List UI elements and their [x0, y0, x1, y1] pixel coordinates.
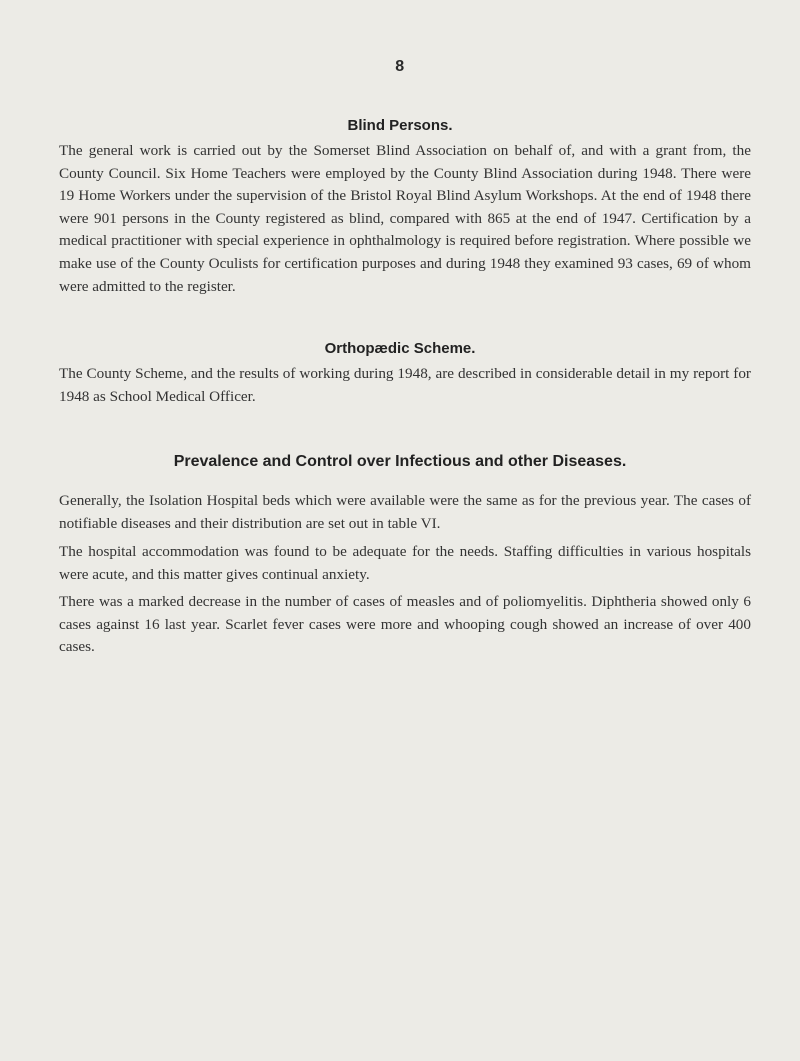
isolation-hospital-paragraph: Generally, the Isolation Hospital beds which were available were the same as for the previous year. The cases of notifiable diseases and their distribution are set out in table VI. [59, 492, 751, 532]
page-number: 8 [395, 58, 405, 75]
blind-persons-paragraph: The general work is carried out by the Somerset Blind Association on behalf of, and with a grant from, the County Council. Six Home Teachers were employed by the County Blind Association during 1948. There were 19 Home Workers under the supervision of the Bristol Royal Blind Asylum Workshops. At the end of 1948 there were 901 persons in the County registered as blind, compared with 865 at the end of 1947. Certification by a medical practitioner with special experience in ophthalmology is required before registration. Where possible we make use of the County Oculists for certification purposes and during 1948 they examined 93 cases, 69 of whom were admitted to the register. [59, 142, 751, 295]
hospital-accommodation-paragraph: The hospital accommodation was found to be adequate for the needs. Staffing difficulties in various hospitals were acute, and this matter gives continual anxiety. [59, 543, 751, 583]
infectious-diseases-heading: Prevalence and Control over Infectious and other Diseases. [173, 453, 627, 470]
measles-poliomyelitis-paragraph: There was a marked decrease in the number of cases of measles and of poliomyelitis. Diphtheria showed only 6 cases against 16 last year. Scarlet fever cases were more and whooping cough showed an increase of over 400 cases. [59, 593, 751, 656]
blind-persons-heading: Blind Persons. [347, 117, 453, 134]
orthopaedic-scheme-paragraph: The County Scheme, and the results of working during 1948, are described in considerable detail in my report for 1948 as School Medical Officer. [59, 365, 751, 405]
orthopaedic-scheme-heading: Orthopædic Scheme. [324, 340, 476, 357]
